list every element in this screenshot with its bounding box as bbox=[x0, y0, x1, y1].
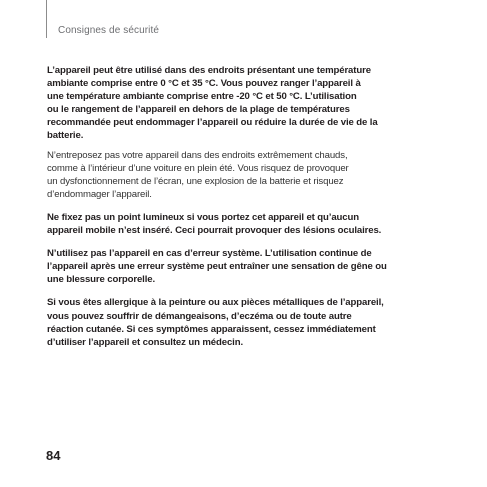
paragraph-bright-light bbox=[47, 211, 447, 237]
text-line: ambiante comprise entre 0 °C et 35 °C. Vous pouvez ranger l’appareil à bbox=[47, 78, 361, 90]
text-line: batterie. bbox=[47, 130, 84, 142]
text-line: l’appareil après une erreur système peut entraîner une sensation de gêne ou bbox=[47, 261, 387, 273]
text-line: ou le rangement de l’appareil en dehors de la plage de températures bbox=[47, 104, 350, 116]
text-line: recommandée peut endommager l’appareil ou réduire la durée de vie de la bbox=[47, 117, 378, 129]
margin-rule bbox=[46, 0, 47, 38]
text-line: une température ambiante comprise entre -20 °C et 50 °C. L’utilisation bbox=[47, 91, 357, 103]
paragraph-heat-storage bbox=[47, 149, 447, 201]
text-line: Ne fixez pas un point lumineux si vous portez cet appareil et qu’aucun bbox=[47, 211, 359, 223]
text-line: comme à l’intérieur d’une voiture en plein été. Vous risquez de provoquer bbox=[47, 162, 349, 174]
paragraph-system-error bbox=[47, 247, 447, 286]
text-line: une blessure corporelle. bbox=[47, 274, 156, 286]
page-number: 84 bbox=[46, 448, 61, 463]
text-line: d’utiliser l’appareil et consultez un médecin. bbox=[47, 336, 243, 348]
text-line: un dysfonctionnement de l’écran, une explosion de la batterie et risquez bbox=[47, 175, 344, 187]
paragraph-allergy bbox=[47, 296, 447, 348]
section-header: Consignes de sécurité bbox=[58, 25, 160, 36]
text-line: L’appareil peut être utilisé dans des endroits présentant une température bbox=[47, 65, 371, 76]
paragraph-temperature-usage bbox=[47, 64, 447, 143]
text-line: d’endommager l’appareil. bbox=[47, 188, 152, 200]
text-line: Si vous êtes allergique à la peinture ou aux pièces métalliques de l’appareil, bbox=[47, 297, 384, 309]
text-line: N’entreposez pas votre appareil dans des endroits extrêmement chauds, bbox=[47, 149, 348, 161]
text-line: N’utilisez pas l’appareil en cas d’erreur système. L’utilisation continue de bbox=[47, 248, 372, 260]
text-line: réaction cutanée. Si ces symptômes apparaissent, cessez immédiatement bbox=[47, 323, 376, 335]
page-content bbox=[47, 64, 447, 349]
text-line: appareil mobile n’est inséré. Ceci pourrait provoquer des lésions oculaires. bbox=[47, 225, 382, 237]
text-line: vous pouvez souffrir de démangeaisons, d’eczéma ou de toute autre bbox=[47, 310, 352, 322]
